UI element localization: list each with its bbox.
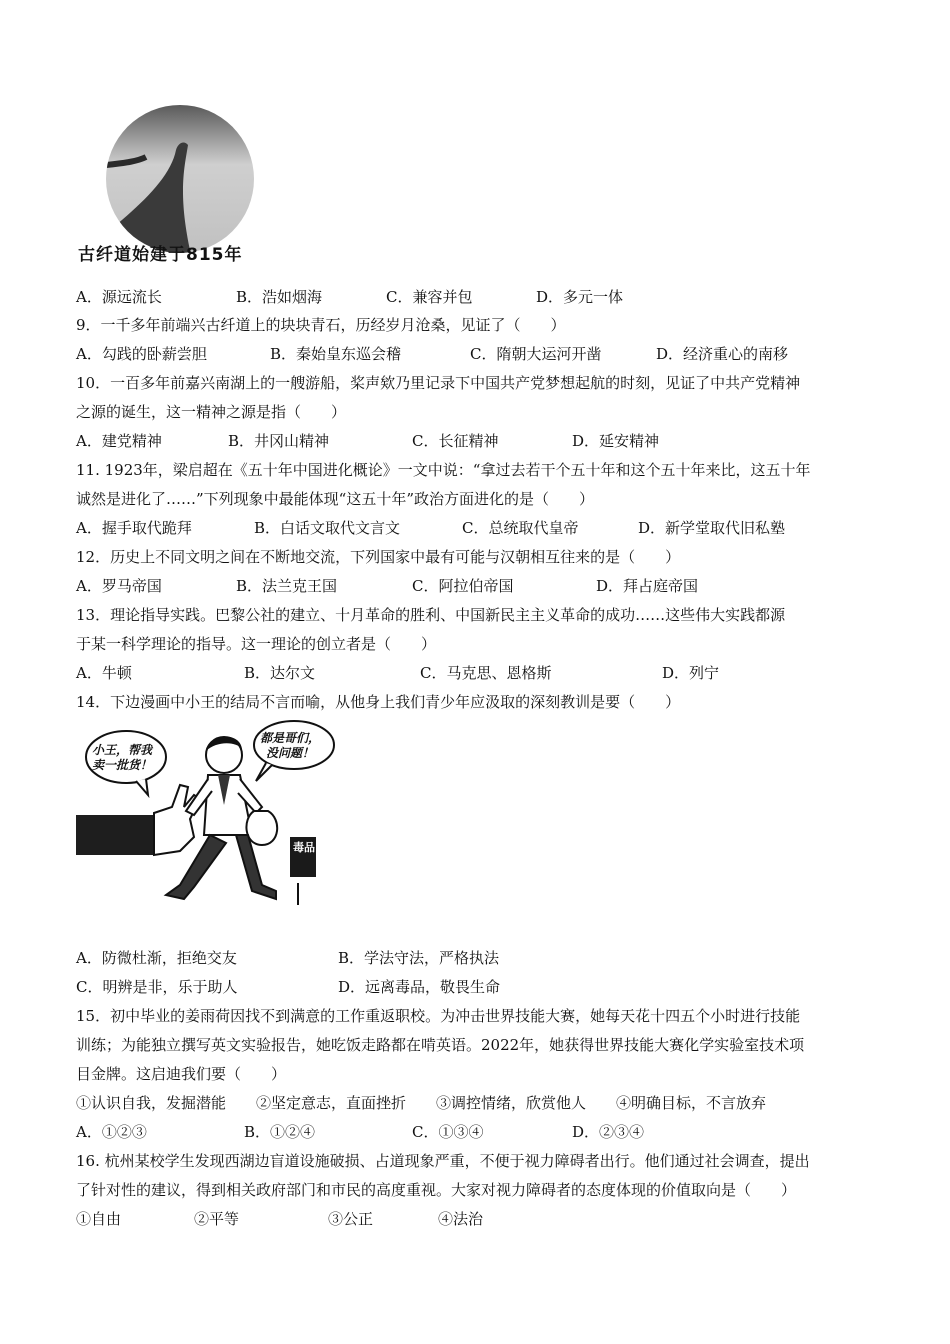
drug-box-label: 毒品 — [293, 841, 315, 854]
q11-option-b: B．白话文取代文言文 — [254, 519, 401, 537]
q8-option-d: D．多元一体 — [536, 288, 624, 306]
q12-option-b: B．法兰克王国 — [236, 577, 338, 595]
q14-option-b: B．学法守法，严格执法 — [338, 949, 500, 967]
q13-option-b: B．达尔文 — [244, 664, 316, 682]
q12-option-c: C．阿拉伯帝国 — [412, 577, 514, 595]
q12-stem: 12．历史上不同文明之间在不断地交流，下列国家中最有可能与汉朝相互往来的是（ ） — [76, 548, 681, 566]
q10-stem-line2: 之源的诞生，这一精神之源是指（ ） — [76, 403, 347, 421]
q13-option-a: A．牛顿 — [76, 664, 132, 682]
q9-option-d: D．经济重心的南移 — [656, 345, 789, 363]
q16-stem-line2: 了针对性的建议，得到相关政府部门和市民的高度重视。大家对视力障碍者的态度体现的价值取向是（ ） — [76, 1181, 797, 1199]
q8-option-b: B．浩如烟海 — [236, 288, 323, 306]
q15-option-c: C．①③④ — [412, 1123, 484, 1141]
q11-option-d: D．新学堂取代旧私塾 — [638, 519, 786, 537]
q16-statement-2: ②平等 — [194, 1210, 240, 1228]
q9-option-b: B．秦始皇东巡会稽 — [270, 345, 402, 363]
q11-option-a: A．握手取代跪拜 — [76, 519, 192, 537]
q13-option-c: C．马克思、恩格斯 — [420, 664, 552, 682]
q11-option-c: C．总统取代皇帝 — [462, 519, 579, 537]
q9-option-c: C．隋朝大运河开凿 — [470, 345, 602, 363]
q14-option-c: C．明辨是非，乐于助人 — [76, 978, 238, 996]
q16-statement-3: ③公正 — [328, 1210, 374, 1228]
q10-option-a: A．建党精神 — [76, 432, 162, 450]
q15-option-d: D．②③④ — [572, 1123, 645, 1141]
q10-option-d: D．延安精神 — [572, 432, 660, 450]
q16-statement-4: ④法治 — [438, 1210, 484, 1228]
q10-stem-line1: 10．一百多年前嘉兴南湖上的一艘游船，桨声欸乃里记录下中国共产党梦想起航的时刻，见证了中共产党精神 — [76, 374, 801, 392]
q12-option-a: A．罗马帝国 — [76, 577, 162, 595]
q9-stem: 9．一千多年前端兴古纤道上的块块青石，历经岁月沧桑，见证了（ ） — [76, 316, 566, 334]
q16-statement-1: ①自由 — [76, 1210, 122, 1228]
q14-stem: 14．下边漫画中小王的结局不言而喻，从他身上我们青少年应汲取的深刻教训是要（ ） — [76, 693, 681, 711]
towpath-caption: 古纤道始建于815年 — [78, 245, 243, 265]
q10-option-b: B．井冈山精神 — [228, 432, 330, 450]
q9-option-a: A．勾践的卧薪尝胆 — [76, 345, 207, 363]
q8-option-a: A．源远流长 — [76, 288, 162, 306]
q11-stem-line1: 11. 1923年，梁启超在《五十年中国进化概论》一文中说：“拿过去若干个五十年和这个五十年来比，这五十年 — [76, 461, 811, 479]
q15-stem-line3: 目金牌。这启迪我们要（ ） — [76, 1065, 287, 1083]
q8-option-c: C．兼容并包 — [386, 288, 473, 306]
q13-stem-line2: 于某一科学理论的指导。这一理论的创立者是（ ） — [76, 635, 437, 653]
q15-statements: ①认识自我，发掘潜能 ②坚定意志，直面挫折 ③调控情绪，欣赏他人 ④明确目标，不言放弃 — [76, 1094, 767, 1112]
q14-option-a: A．防微杜渐，拒绝交友 — [76, 949, 237, 967]
speech-bubble-right: 都是哥们， 没问题！ — [260, 731, 321, 760]
q15-stem-line2: 训练；为能独立撰写英文实验报告，她吃饭走路都在啃英语。2022年，她获得世界技能大赛化学实验室技术项 — [76, 1036, 805, 1054]
q15-option-b: B．①②④ — [244, 1123, 316, 1141]
q15-option-a: A．①②③ — [76, 1123, 147, 1141]
q16-stem-line1: 16. 杭州某校学生发现西湖边盲道设施破损、占道现象严重，不便于视力障碍者出行。他们通过社会调查，提出 — [76, 1152, 810, 1170]
q13-option-d: D．列宁 — [662, 664, 720, 682]
q12-option-d: D．拜占庭帝国 — [596, 577, 699, 595]
q15-stem-line1: 15．初中毕业的姜雨荷因找不到满意的工作重返职校。为冲击世界技能大赛，她每天花十四五个小时进行技能 — [76, 1007, 801, 1025]
q11-stem-line2: 诚然是进化了……”下列现象中最能体现“这五十年”政治方面进化的是（ ） — [76, 490, 595, 508]
speech-bubble-left: 小王，帮我 卖一批货！ — [92, 743, 153, 772]
q14-option-d: D．远离毒品，敬畏生命 — [338, 978, 501, 996]
q10-option-c: C．长征精神 — [412, 432, 499, 450]
q13-stem-line1: 13．理论指导实践。巴黎公社的建立、十月革命的胜利、中国新民主主义革命的成功……这些伟大实践都源 — [76, 606, 786, 624]
